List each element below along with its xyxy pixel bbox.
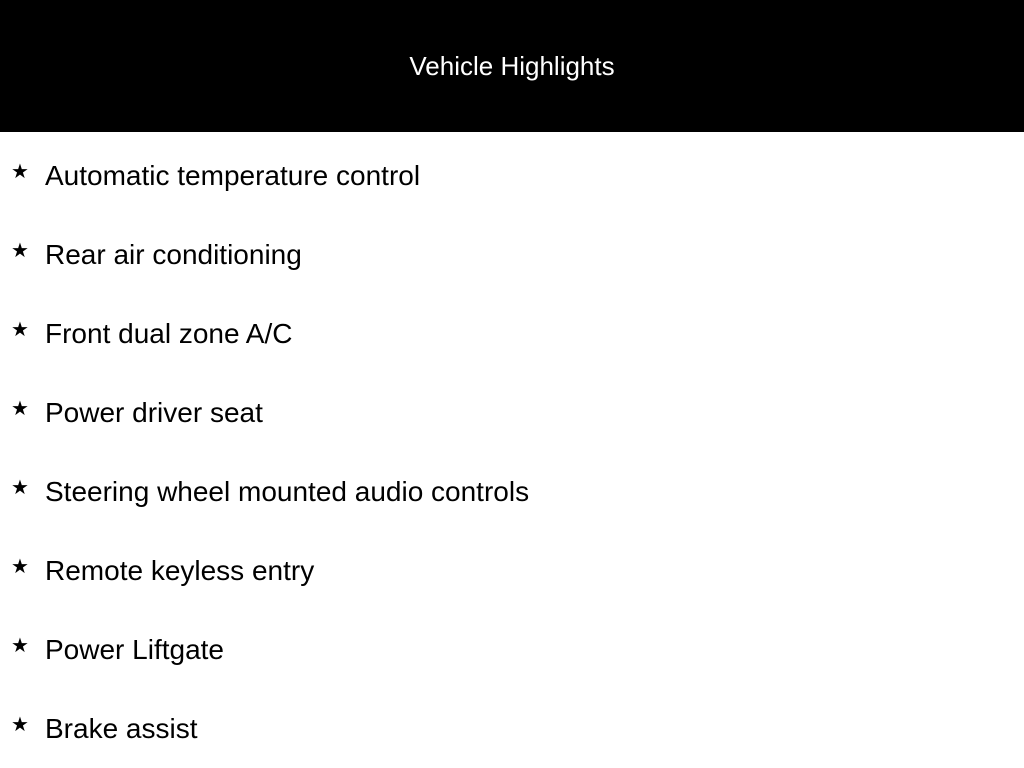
list-item-label: Power driver seat bbox=[45, 397, 263, 428]
star-icon: ★ bbox=[11, 635, 29, 657]
page-title: Vehicle Highlights bbox=[409, 51, 615, 81]
header-bar bbox=[0, 0, 1024, 132]
star-icon: ★ bbox=[11, 477, 29, 499]
star-icon: ★ bbox=[11, 240, 29, 262]
list-item-label: Brake assist bbox=[45, 713, 198, 744]
list-item bbox=[0, 549, 1024, 589]
list-item-label: Automatic temperature control bbox=[45, 160, 421, 191]
list-item bbox=[0, 312, 1024, 352]
list-item-label: Power Liftgate bbox=[45, 634, 224, 665]
star-icon: ★ bbox=[11, 161, 29, 183]
star-icon: ★ bbox=[11, 319, 29, 341]
list-item bbox=[0, 233, 1024, 273]
star-icon: ★ bbox=[11, 556, 29, 578]
list-item bbox=[0, 154, 1024, 194]
list-item bbox=[0, 628, 1024, 668]
list-item bbox=[0, 470, 1024, 510]
list-item bbox=[0, 707, 1024, 747]
star-icon: ★ bbox=[11, 398, 29, 420]
list-item-label: Rear air conditioning bbox=[45, 239, 302, 270]
star-icon: ★ bbox=[11, 714, 29, 736]
list-item-label: Steering wheel mounted audio controls bbox=[45, 476, 530, 507]
list-item bbox=[0, 391, 1024, 431]
list-item-label: Front dual zone A/C bbox=[45, 318, 293, 349]
list-item-label: Remote keyless entry bbox=[45, 555, 315, 586]
